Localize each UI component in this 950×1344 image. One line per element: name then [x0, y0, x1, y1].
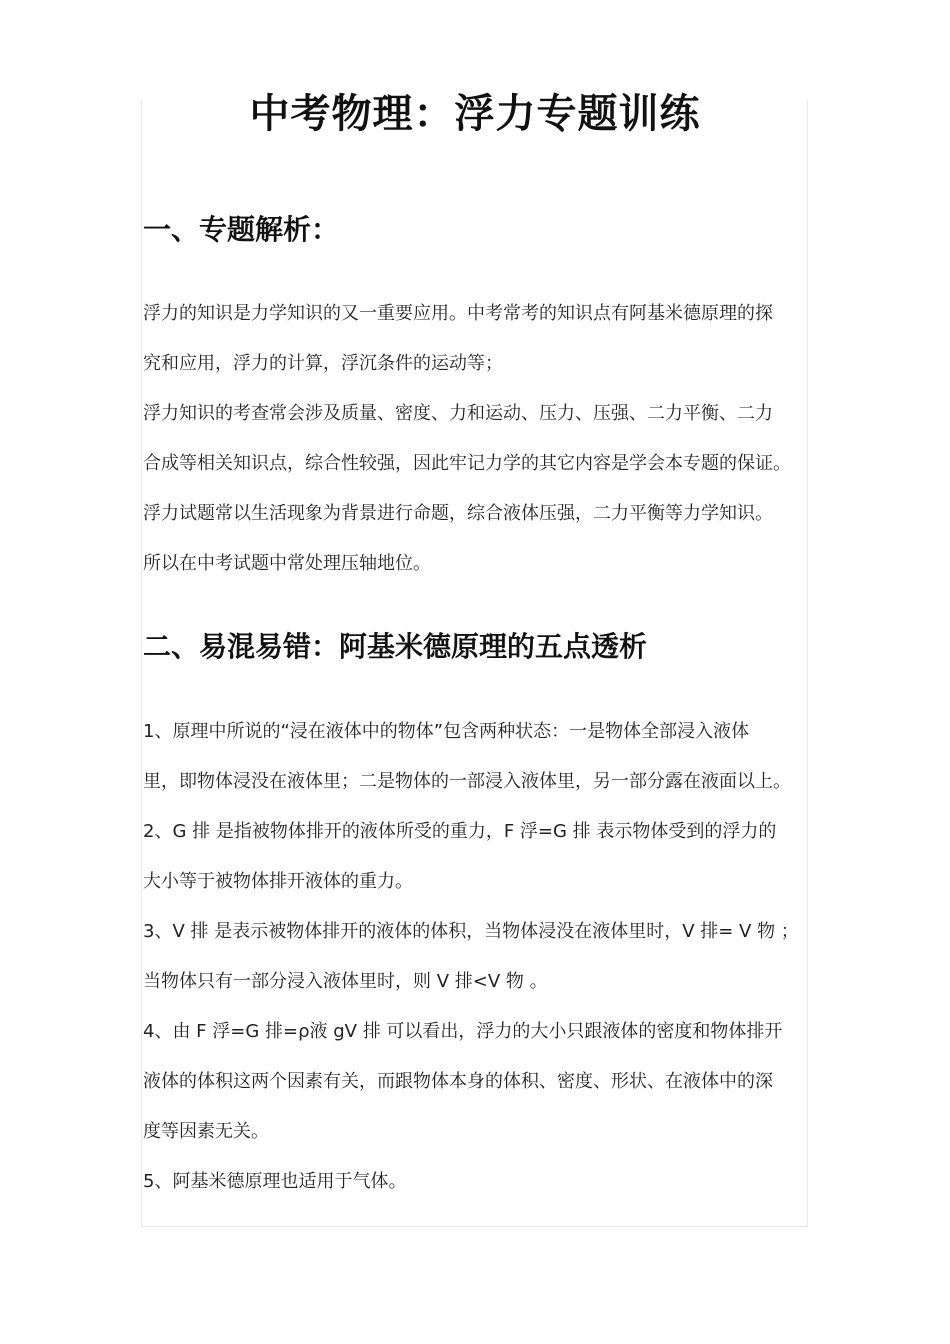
page-title: 中考物理：浮力专题训练	[249, 91, 701, 137]
text-line: 液体的体积这两个因素有关，而跟物体本身的体积、密度、形状、在液体中的深	[143, 1071, 773, 1092]
text-line: 究和应用，浮力的计算，浮沉条件的运动等；	[143, 353, 503, 374]
section-body-pitfalls	[143, 707, 823, 1207]
text-line: 3、V 排 是表示被物体排开的液体的体积，当物体浸没在液体里时，V 排= V 物 ；	[143, 921, 799, 942]
text-line: 1、原理中所说的“浸在液体中的物体”包含两种状态：一是物体全部浸入液体	[143, 721, 750, 742]
text-line: 4、由 F 浮=G 排=ρ液 gV 排 可以看出，浮力的大小只跟液体的密度和物体排开	[143, 1021, 783, 1042]
text-line: 浮力的知识是力学知识的又一重要应用。中考常考的知识点有阿基米德原理的探	[143, 303, 773, 324]
text-line: 当物体只有一部分浸入液体里时，则 V 排<V 物 。	[143, 971, 548, 992]
text-line: 度等因素无关。	[143, 1121, 269, 1142]
section-body-analysis	[143, 289, 823, 589]
text-line: 合成等相关知识点，综合性较强，因此牢记力学的其它内容是学会本专题的保证。	[143, 453, 791, 474]
text-line: 所以在中考试题中常处理压轴地位。	[143, 553, 431, 574]
text-line: 5、阿基米德原理也适用于气体。	[143, 1171, 407, 1192]
text-line: 2、G 排 是指被物体排开的液体所受的重力，F 浮=G 排 表示物体受到的浮力的	[143, 821, 777, 842]
text-line: 浮力知识的考查常会涉及质量、密度、力和运动、压力、压强、二力平衡、二力	[143, 403, 773, 424]
section-heading-analysis: 一、专题解析：	[143, 213, 340, 246]
text-line: 里，即物体浸没在液体里；二是物体的一部浸入液体里，另一部分露在液面以上。	[143, 771, 791, 792]
text-line: 浮力试题常以生活现象为背景进行命题，综合液体压强，二力平衡等力学知识。	[143, 503, 773, 524]
section-heading-pitfalls: 二、易混易错：阿基米德原理的五点透析	[143, 630, 648, 663]
text-line: 大小等于被物体排开液体的重力。	[143, 871, 413, 892]
